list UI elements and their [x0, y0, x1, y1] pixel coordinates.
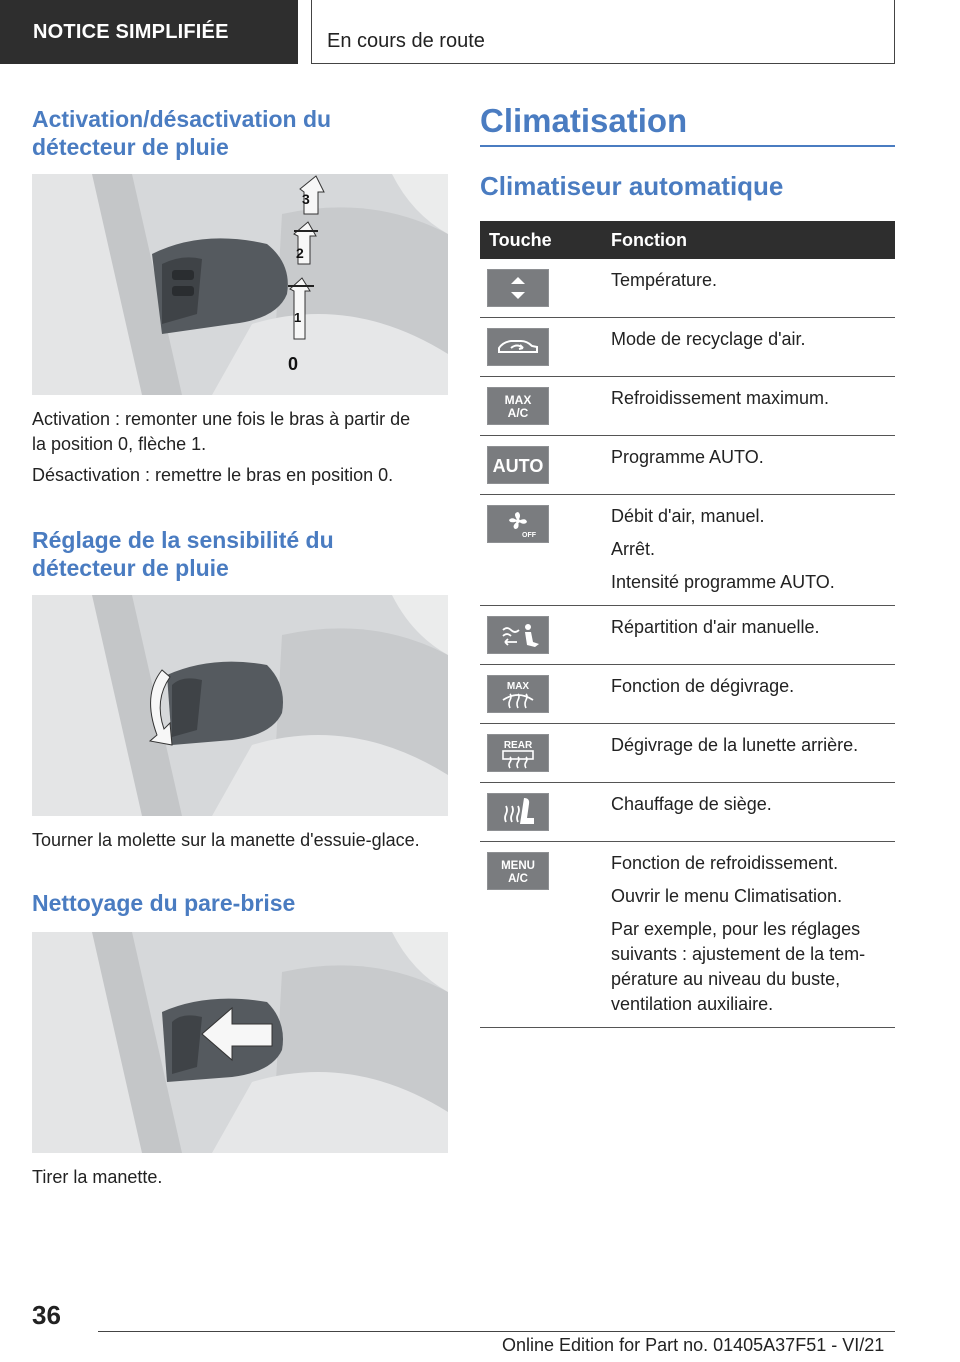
svg-text:OFF: OFF [522, 532, 536, 539]
svg-text:A/C: A/C [507, 406, 529, 420]
table-row: Température. [480, 259, 895, 318]
svg-text:A/C: A/C [508, 873, 528, 885]
rear-defrost-icon [487, 734, 549, 772]
table-row: Répartition d'air manuelle. [480, 606, 895, 665]
table-row: Mode de recyclage d'air. [480, 318, 895, 377]
arrow-label-1: 1 [294, 310, 302, 325]
max-ac-icon [487, 387, 549, 425]
page-number: 36 [32, 1300, 61, 1330]
wiper-pull-figure [32, 932, 448, 1153]
pull-paragraph: Tirer la manette. [32, 1167, 163, 1187]
table-row: MAX Fonction de dégivrage. [480, 665, 895, 724]
footer-edition: Online Edition for Part no. 01405A37F51 - VI/21 [502, 1335, 885, 1355]
activation-paragraph: Activation : remonter une fois le bras à partir de la position 0, flèche 1. [32, 409, 411, 454]
position-label-0: 0 [288, 354, 299, 374]
climate-title: Climatisation [480, 102, 688, 139]
menu-ac-icon [487, 852, 549, 890]
temperature-arrows-icon [487, 269, 549, 307]
header-chapter-tab: En cours de route [311, 0, 895, 64]
footer-rule [98, 1331, 895, 1332]
svg-text:MENU: MENU [501, 860, 535, 872]
column-header-key: Touche [480, 221, 611, 259]
rain-sensor-sensitivity-heading: Réglage de la sensibilité du détecteur de pluie [32, 527, 334, 581]
arrow-label-2: 2 [296, 245, 304, 261]
title-rule [480, 145, 895, 147]
wiper-stalk-positions-figure [32, 174, 448, 395]
wiper-wheel-figure [32, 595, 448, 816]
climate-controls-table [480, 221, 895, 1028]
table-row: AUTO Programme AUTO. [480, 436, 895, 495]
svg-text:AUTO: AUTO [492, 456, 544, 476]
deactivation-paragraph: Désactivation : remettre le bras en position 0. [32, 465, 394, 485]
table-row: MAX A/C Refroidissement maximum. [480, 377, 895, 436]
svg-text:MAX: MAX [504, 393, 532, 407]
table-row: OFF Débit d'air, manuel. Arrêt. Intensité programme AUTO. [480, 495, 895, 606]
svg-text:REAR: REAR [503, 740, 533, 751]
table-row: Chauffage de siège. [480, 783, 895, 842]
header-section-tab: NOTICE SIMPLIFIÉE [0, 0, 298, 64]
sensitivity-paragraph: Tourner la molette sur la manette d'essuie-glace. [32, 830, 420, 850]
column-header-function: Fonction [611, 221, 895, 259]
table-row: REAR Dégivrage de la lunette arrière. [480, 724, 895, 783]
auto-icon [487, 446, 549, 484]
seat-heating-icon [487, 793, 549, 831]
air-distribution-icon [487, 616, 549, 654]
fan-off-icon [487, 505, 549, 543]
max-defrost-icon [487, 675, 549, 713]
svg-text:MAX: MAX [506, 681, 530, 692]
auto-climate-subtitle: Climatiseur automatique [480, 171, 784, 201]
rain-sensor-activation-heading: Activation/désactivation du détecteur de pluie [32, 106, 332, 160]
arrow-label-3: 3 [302, 191, 310, 207]
table-row: MENU A/C Fonction de refroidissement. Ouvrir le menu Climatisation. Par exemple, pour les réglages suivants : ajustement de la tem- pérature au niveau du buste, ventilation auxiliaire. [480, 842, 895, 1028]
windshield-cleaning-heading: Nettoyage du pare-brise [32, 890, 296, 916]
air-recirculation-icon [487, 328, 549, 366]
